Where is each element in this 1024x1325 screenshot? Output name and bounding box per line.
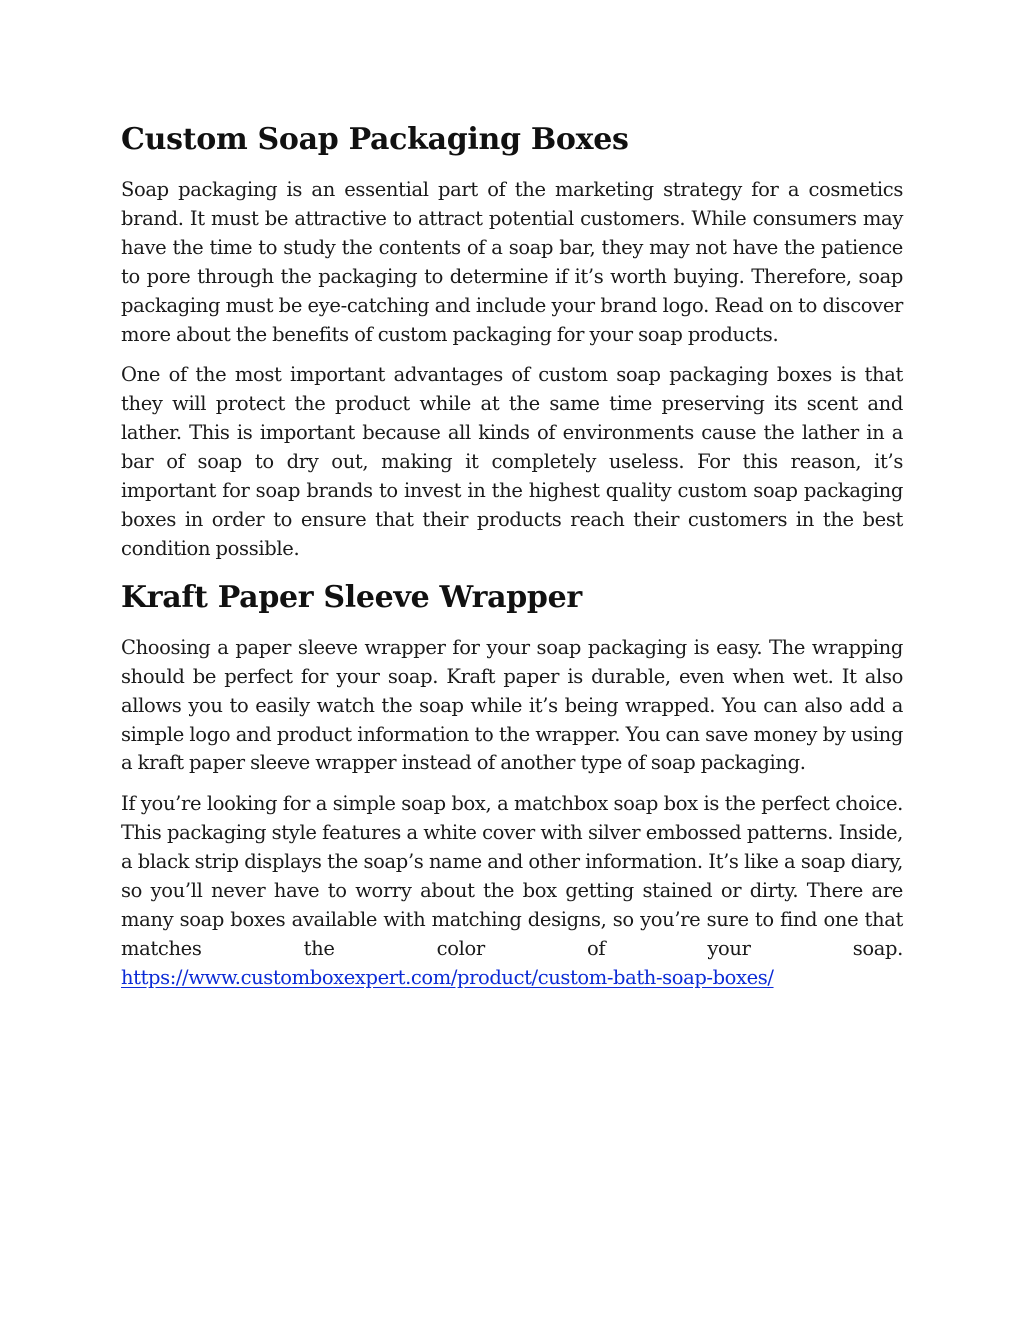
- paragraph-kraft-sleeve: Choosing a paper sleeve wrapper for your soap packaging is easy. The wrapping should be perfect for your soap. Kraft paper is durable, even when wet. It also allows you to easily watch the soap while it’s being wrapped. You can also add a simple logo and product information to the wrapper. You can save money by using a kraft paper sleeve wrapper instead of another type of soap packaging.: [121, 635, 903, 775]
- paragraph-matchbox-soap-box: [121, 790, 903, 992]
- heading-kraft-paper-sleeve-wrapper: Kraft Paper Sleeve Wrapper: [121, 579, 582, 615]
- paragraph-soap-packaging-intro: Soap packaging is an essential part of the marketing strategy for a cosmetics brand. It must be attractive to attract potential customers. While consumers may have the time to study the contents of a soap bar, they may not have the patience to pore through the packaging to determine if it’s worth buying. Therefore, soap packaging must be eye-catching and include your brand logo. Read on to discover more about the benefits of custom packaging for your soap products.: [121, 178, 903, 346]
- paragraph-advantages: One of the most important advantages of custom soap packaging boxes is that they will protect the product while at the same time preserving its scent and lather. This is important because all kinds of environments cause the lather in a bar of soap to dry out, making it completely useless. For this reason, it’s important for soap brands to invest in the highest quality custom soap packaging boxes in order to ensure that their products reach their customers in the best condition possible.: [121, 363, 903, 560]
- paragraph-matchbox-text: If you’re looking for a simple soap box, a matchbox soap box is the perfect choice. This packaging style features a white cover with silver embossed patterns. Inside, a black strip displays the soap’s name and other information. It’s like a soap diary, so you’ll never have to worry about the box getting stained or dirty. There are many soap boxes available with matching designs, so you’re sure to find one that matches the color of your soap.: [121, 792, 903, 960]
- document-body: [121, 118, 903, 1005]
- heading-custom-soap-packaging-boxes: Custom Soap Packaging Boxes: [121, 122, 629, 157]
- product-link[interactable]: https://www.customboxexpert.com/product/custom-bath-soap-boxes/: [121, 965, 774, 989]
